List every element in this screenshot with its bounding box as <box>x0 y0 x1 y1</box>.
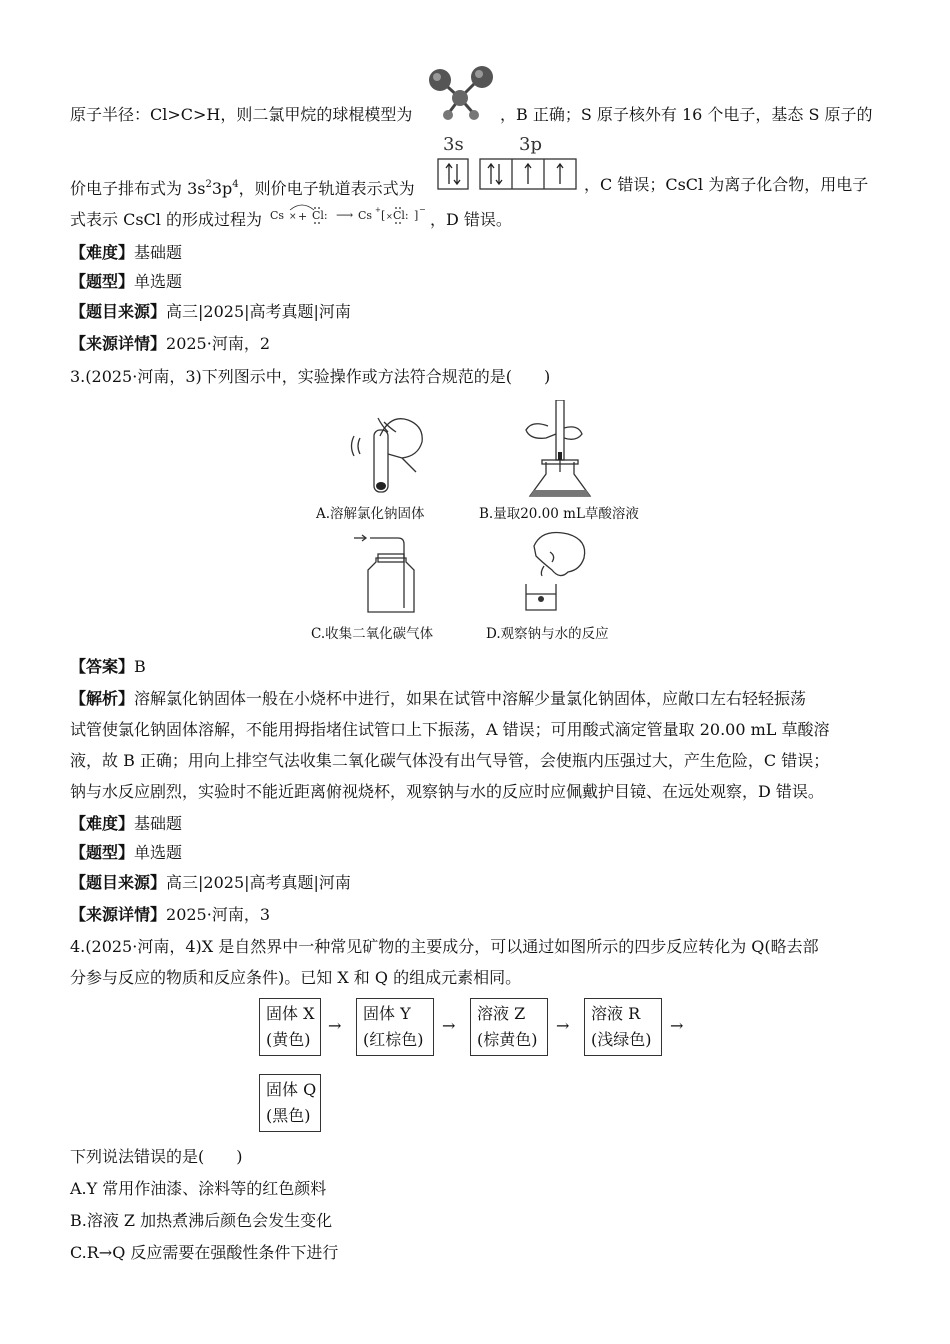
text-segment: 式表示 CsCl 的形成过程为 <box>70 210 262 229</box>
eq-plus: + <box>298 210 308 223</box>
explanation-line-3 <box>70 209 262 231</box>
box-color: (黄色) <box>266 1030 311 1049</box>
question-4-stem-1: 4.(2025·河南，4)X 是自然界中一种常见矿物的主要成分，可以通过如图所示的四步反应转化为 Q(略去部 <box>70 937 819 956</box>
meta-key: 【题目来源】 <box>70 873 167 892</box>
caption-a: A.溶解氯化钠固体 <box>316 506 425 522</box>
analysis-key: 【解析】 <box>70 689 135 708</box>
meta-key: 【题型】 <box>70 843 135 862</box>
box-name: 溶液 R <box>591 1004 641 1023</box>
meta-value: 2025·河南，3 <box>166 905 271 924</box>
question-3-stem: 3.(2025·河南，3)下列图示中，实验操作或方法符合规范的是( ) <box>70 367 551 386</box>
figure-c-gas-bottle <box>352 532 422 616</box>
meta-key: 【题目来源】 <box>70 302 167 321</box>
meta-key: 【难度】 <box>70 243 135 262</box>
svg-text:×: × <box>386 212 393 221</box>
figure-d-observer <box>512 526 602 616</box>
flow-arrow: → <box>556 1016 570 1035</box>
meta-key: 【题型】 <box>70 272 135 291</box>
svg-text:×: × <box>289 212 297 222</box>
meta-value: 单选题 <box>134 843 183 862</box>
meta-value: 基础题 <box>134 243 183 262</box>
orbital-diagram-icon <box>437 158 581 192</box>
meta-value: 高三|2025|高考真题|河南 <box>166 873 351 892</box>
answer-value: B <box>134 657 146 676</box>
superscript: 2 <box>205 179 212 190</box>
meta-source <box>70 301 351 323</box>
meta-key: 【难度】 <box>70 814 135 833</box>
ball-stick-model-icon <box>424 66 496 124</box>
text-segment: 3p <box>211 179 233 198</box>
flow-box-z <box>470 998 548 1056</box>
box-name: 固体 Y <box>363 1004 411 1023</box>
flow-box-x <box>259 998 321 1056</box>
flow-arrow: → <box>328 1016 342 1035</box>
flow-box-q <box>259 1074 321 1132</box>
eq-bracket-close: ] <box>414 209 419 222</box>
caption-b: B.量取20.00 mL草酸溶液 <box>479 506 639 522</box>
text-segment: 价电子排布式为 3s <box>70 179 206 198</box>
meta-key: 【来源详情】 <box>70 334 167 353</box>
box-color: (棕黄色) <box>477 1030 538 1049</box>
meta-key: 【来源详情】 <box>70 905 167 924</box>
analysis-line-1 <box>70 688 806 710</box>
caption-d: D.观察钠与水的反应 <box>486 626 609 642</box>
figure-a-test-tube <box>340 410 440 502</box>
svg-text:+: + <box>375 206 381 214</box>
analysis-line-2: 试管使氯化钠固体溶解，不能用拇指堵住试管口上下振荡，A 错误；可用酸式滴定管量取 20.00 mL 草酸溶 <box>70 720 830 739</box>
option-c: C.R→Q 反应需要在强酸性条件下进行 <box>70 1243 339 1262</box>
explanation-line-3b: ，D 错误。 <box>430 210 512 229</box>
analysis-line-4: 钠与水反应剧烈，实验时不能近距离俯视烧杯，观察钠与水的反应时应佩戴护目镜、在远处观察，D 错误。 <box>70 782 824 801</box>
cscl-formation-equation <box>268 198 428 232</box>
meta-difficulty-2 <box>70 813 182 835</box>
orbital-label-3s: 3s <box>443 134 464 155</box>
text-segment: ，B 正确；S 原子核外有 16 个电子，基态 S 原子的 <box>500 105 873 124</box>
explanation-line-2 <box>70 174 415 200</box>
meta-value: 基础题 <box>134 814 183 833</box>
box-color: (浅绿色) <box>591 1030 652 1049</box>
meta-value: 2025·河南，2 <box>166 334 271 353</box>
meta-source-2 <box>70 872 351 894</box>
meta-type-2 <box>70 842 182 864</box>
box-name: 固体 X <box>266 1004 315 1023</box>
meta-source-detail <box>70 333 270 355</box>
eq-cs: Cs <box>270 209 285 222</box>
option-b: B.溶液 Z 加热煮沸后颜色会发生变化 <box>70 1211 333 1230</box>
meta-difficulty <box>70 242 182 264</box>
box-name: 溶液 Z <box>477 1004 526 1023</box>
flow-arrow: → <box>670 1016 684 1035</box>
caption-c: C.收集二氧化碳气体 <box>311 626 434 642</box>
eq-arrow: ⟶ <box>336 208 354 222</box>
explanation-line-1 <box>70 104 412 126</box>
flow-box-y <box>356 998 434 1056</box>
svg-text:−: − <box>419 205 426 214</box>
eq-cl2: Cl: <box>393 209 409 222</box>
eq-bracket-open: [ <box>381 209 386 222</box>
meta-value: 单选题 <box>134 272 183 291</box>
flow-box-r <box>584 998 662 1056</box>
box-color: (黑色) <box>266 1106 311 1125</box>
option-a: A.Y 常用作油漆、涂料等的红色颜料 <box>70 1179 327 1198</box>
text-segment: ，则价电子轨道表示式为 <box>238 179 415 198</box>
orbital-label-3p: 3p <box>519 134 542 155</box>
flow-arrow: → <box>442 1016 456 1035</box>
meta-type <box>70 271 182 293</box>
box-name: 固体 Q <box>266 1080 317 1099</box>
answer-line <box>70 656 146 678</box>
superscript: 4 <box>232 179 239 190</box>
explanation-line-2c: ，C 错误；CsCl 为离子化合物，用电子 <box>584 175 869 194</box>
text-segment: 原子半径：Cl>C>H，则二氯甲烷的球棍模型为 <box>70 105 413 124</box>
eq-cl: Cl: <box>312 209 328 222</box>
analysis-text: 溶解氯化钠固体一般在小烧杯中进行，如果在试管中溶解少量氯化钠固体，应敞口左右轻轻振荡 <box>134 689 807 708</box>
analysis-line-3: 液，故 B 正确；用向上排空气法收集二氧化碳气体没有出气导管，会使瓶内压强过大，产生危险，C 错误； <box>70 751 830 770</box>
explanation-line-1b <box>500 104 873 126</box>
question-4-stem-2: 分参与反应的物质和反应条件)。已知 X 和 Q 的组成元素相同。 <box>70 968 522 987</box>
eq-cs2: Cs <box>358 209 373 222</box>
meta-source-detail-2 <box>70 904 270 926</box>
answer-key: 【答案】 <box>70 657 135 676</box>
meta-value: 高三|2025|高考真题|河南 <box>166 302 351 321</box>
figure-b-burette <box>512 400 602 502</box>
question-4-ask: 下列说法错误的是( ) <box>70 1147 243 1166</box>
box-color: (红棕色) <box>363 1030 424 1049</box>
